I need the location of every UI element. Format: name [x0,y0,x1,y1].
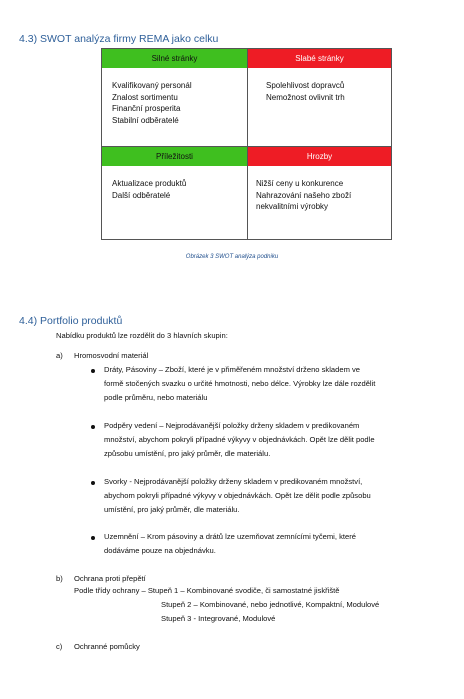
group-a-title: Hromosvodní materiál [74,351,149,360]
bullet-line: Uzemnění – Krom pásoviny a drátů lze uzemňovat zemnícími tyčemi, které [104,532,356,541]
bullet-line: umístění, pro jaký průměr, dle materiálu. [104,505,240,514]
swot-opportunities-item: Další odběratelé [112,190,171,200]
swot-threats [248,147,391,239]
swot-weaknesses-item: Spolehlivost dopravců [266,81,345,90]
group-b-title: Ochrana proti přepětí [74,574,146,583]
bullet-line: množství, abychom pokryli případné výkyvy v objednávkách. Opět lze dělit podle [104,435,375,444]
swot-opportunities-list [102,166,247,201]
bullet-icon [91,536,95,540]
bullet-icon [91,369,95,373]
swot-opportunities [102,147,247,239]
bullet-line: Dráty, Pásoviny – Zboží, které je v přiměřeném množství drženo skladem ve [104,365,361,374]
bullet-line: dodáváme pouze na objednávku. [104,546,216,555]
swot-strengths-title: Silné stránky [102,49,247,68]
bullet-line: Svorky - Nejprodávanější položky drženy skladem v predikovaném množství, [104,477,363,486]
swot-strengths-list [102,68,247,126]
bullet-line: Podpěry vedení – Nejprodávanější položky drženy skladem v predikovaném [104,421,360,430]
protection-class-line: Stupeň 2 – Kombinované, nebo jednotlivé, Kompaktní, Modulové [161,600,380,609]
group-a-label: a) [56,351,63,360]
bullet-line: způsobu umístění, pro jaký průměr, dle materiálu. [104,449,271,458]
swot-table [101,48,392,240]
bullet-item-supports [104,419,375,461]
swot-threats-item: Nižší ceny u konkurence [256,179,344,188]
bullet-icon [91,481,95,485]
swot-threats-title: Hrozby [248,147,391,166]
bullet-item-clamps [104,475,371,517]
bullet-line: abychom pokryli případné výkyvy v objednávkách. Opět lze dělit podle způsobu [104,491,371,500]
swot-threats-item: nekvalitními výrobky [256,202,329,211]
swot-opportunities-title: Příležitosti [102,147,247,166]
group-b-label: b) [56,574,63,583]
bullet-line: formě stočených svazku o určité hmotnosti, nebo délce. Výrobky lze dále rozdělit [104,379,376,388]
swot-strengths-item: Kvalifikovaný personál [112,81,192,90]
bullet-line: podle průměru, nebo materiálu [104,393,208,402]
protection-class-line: Podle třídy ochrany – Stupeň 1 – Kombinované svodiče, či samostatné jiskřiště [74,586,340,595]
swot-threats-item: Nahrazování našeho zboží [256,190,352,200]
swot-weaknesses-list [248,68,391,103]
section-heading-swot: 4.3) SWOT analýza firmy REMA jako celku [19,33,219,45]
bullet-item-grounding [104,530,356,558]
figure-caption: Obrázek 3 SWOT analýza podniku [185,254,279,260]
swot-weaknesses [248,49,391,146]
swot-threats-list [248,166,391,213]
swot-strengths-item: Znalost sortimentu [112,92,178,102]
protection-class-line: Stupeň 3 - Integrované, Modulové [161,614,276,623]
group-c-title: Ochranné pomůcky [74,642,140,651]
swot-strengths [102,49,247,146]
swot-weaknesses-item: Nemožnost ovlivnit trh [266,92,345,102]
group-c-label: c) [56,642,63,651]
portfolio-intro: Nabídku produktů lze rozdělit do 3 hlavních skupin: [56,331,228,340]
swot-strengths-item: Stabilní odběratelé [112,115,179,125]
swot-opportunities-item: Aktualizace produktů [112,179,187,188]
bullet-icon [91,425,95,429]
section-heading-portfolio: 4.4) Portfolio produktů [19,315,123,327]
bullet-item-wires [104,363,375,405]
swot-strengths-item: Finanční prosperita [112,104,181,113]
swot-weaknesses-title: Slabé stránky [248,49,391,68]
